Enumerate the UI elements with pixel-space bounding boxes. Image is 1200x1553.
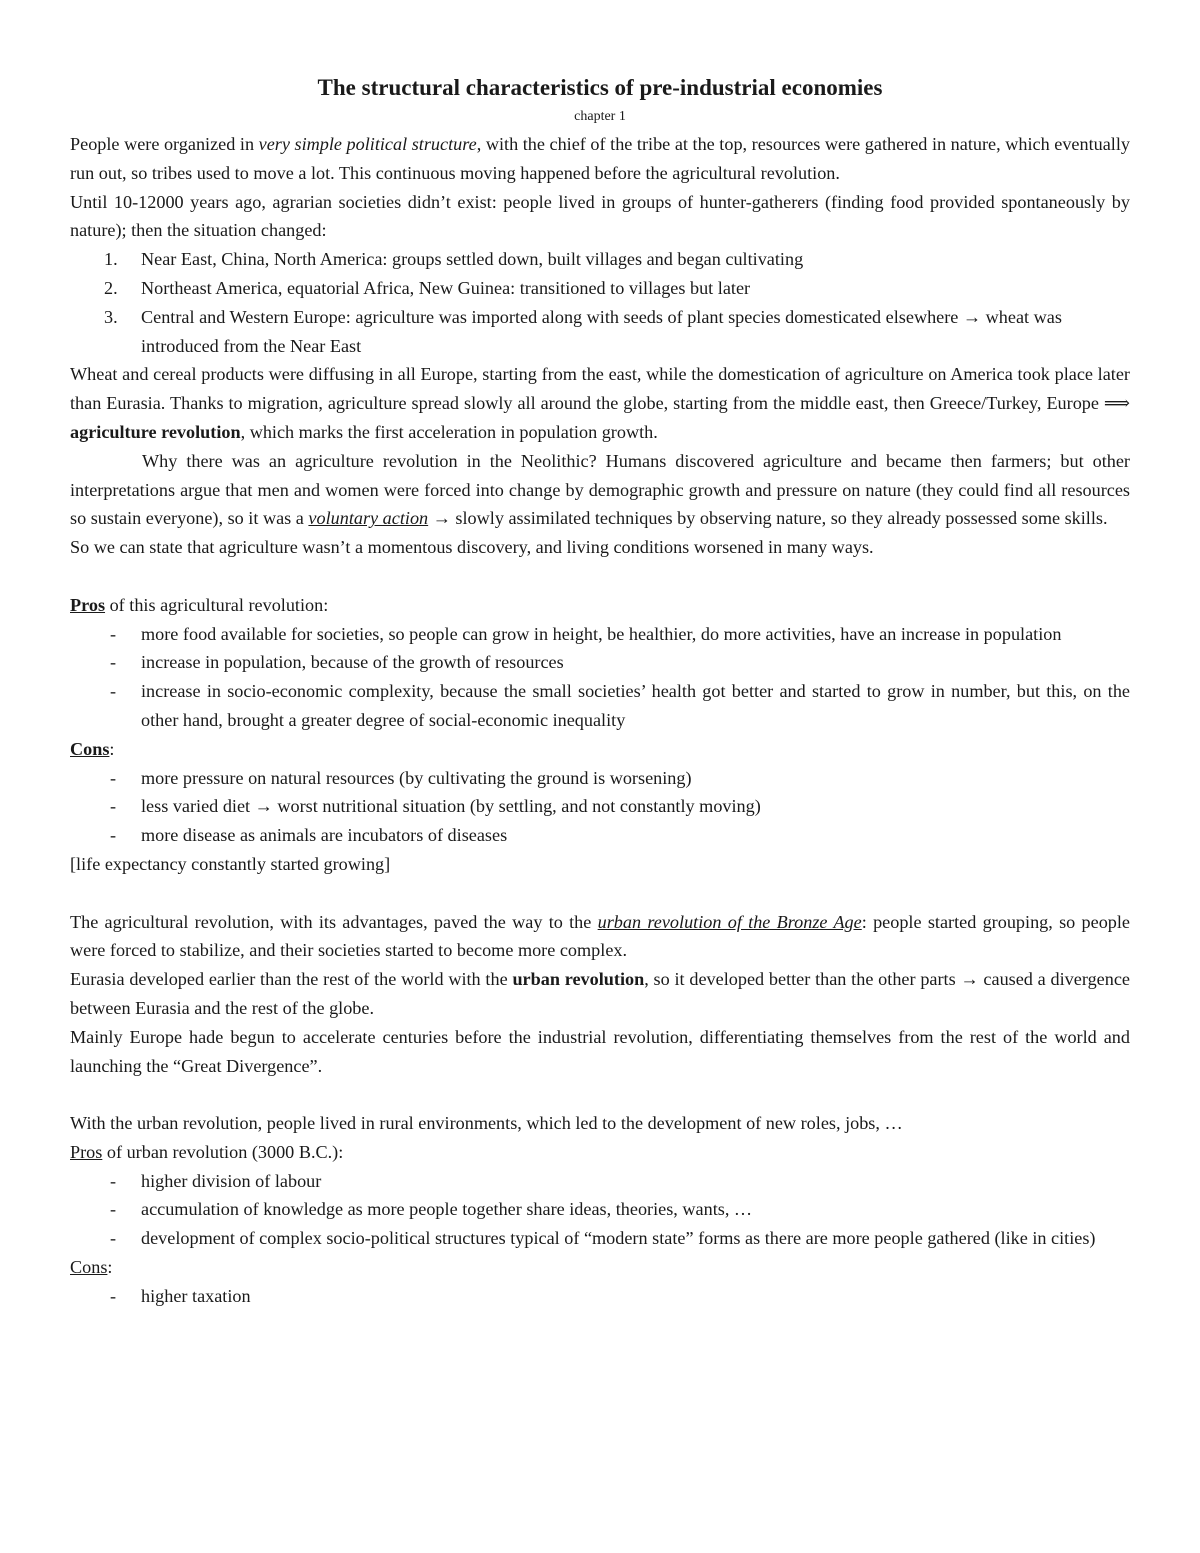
- list-item: 2. Northeast America, equatorial Africa, New Guinea: transitioned to villages but later: [104, 277, 751, 298]
- pros-urban-heading: Pros of urban revolution (3000 B.C.):: [70, 1141, 344, 1162]
- paragraph-urban-revolution: The agricultural revolution, with its advantages, paved the way to the urban revolution of the Bronze Age: people started grouping, so people were forced to stabilize, and their societies started to become more complex.: [70, 911, 1131, 961]
- blank-line: [70, 562, 1130, 591]
- chapter-subtitle: chapter 1: [574, 109, 626, 124]
- cons-heading: Cons:: [70, 738, 115, 759]
- paragraph-great-divergence: Mainly Europe hade begun to accelerate centuries before the industrial revolution, differentiating themselves from the rest of the world and launching the “Great Divergence”.: [70, 1026, 1130, 1076]
- pros-list-agricultural: [70, 620, 1130, 735]
- list-item: - accumulation of knowledge as more people together share ideas, theories, wants, …: [110, 1199, 753, 1220]
- cons-list-urban: [70, 1282, 1130, 1311]
- list-item: - increase in population, because of the growth of resources: [110, 652, 564, 673]
- pros-heading: Pros of this agricultural revolution:: [70, 594, 329, 615]
- pros-list-urban: [70, 1167, 1130, 1253]
- list-item: - more pressure on natural resources (by cultivating the ground is worsening): [110, 767, 692, 788]
- paragraph-new-roles: With the urban revolution, people lived in rural environments, which led to the development of new roles, jobs, …: [70, 1113, 903, 1134]
- document-title: The structural characteristics of pre-industrial economies: [317, 75, 883, 100]
- list-item: - more food available for societies, so people can grow in height, be healthier, do more activities, have an increase in population: [110, 623, 1062, 644]
- numbered-list-regions: [70, 245, 1130, 360]
- paragraph-wheat-diffusion: Wheat and cereal products were diffusing in all Europe, starting from the east, while the domestication of agriculture on America took place later than Eurasia. Thanks to migration, agriculture spread slowly all around the globe, starting from the middle east, then Greece/Turkey, Europe ⟹ agriculture revolution, which marks the first acceleration in population growth.: [70, 364, 1130, 442]
- paragraph-neolithic: Why there was an agriculture revolution in the Neolithic? Humans discovered agriculture and became then farmers; but other interpretations argue that men and women were forced into change by demographic growth and pressure on nature (they could find all resources so sustain everyone), so it was a voluntary action → slowly assimilated techniques by observing nature, so they already possessed some skills.: [70, 450, 1130, 529]
- emphasis-agriculture-revolution: agriculture revolution: [70, 421, 241, 442]
- cons-list-agricultural: [70, 764, 1130, 850]
- paragraph-momentous-discovery: So we can state that agriculture wasn’t a momentous discovery, and living conditions worsened in many ways.: [70, 537, 874, 558]
- list-item: - higher taxation: [110, 1285, 251, 1306]
- list-item: 1. Near East, China, North America: groups settled down, built villages and began cultivating: [104, 249, 804, 270]
- list-item: - less varied diet → worst nutritional situation (by settling, and not constantly moving): [110, 796, 761, 817]
- emphasis-bronze-age: urban revolution of the Bronze Age: [597, 911, 862, 932]
- list-item: - increase in socio-economic complexity, because the small societies’ health got better and started to grow in number, but this, on the other hand, brought a greater degree of social-economic inequality: [110, 681, 1130, 730]
- paragraph-agrarian-societies: Until 10-12000 years ago, agrarian societies didn’t exist: people lived in groups of hunter-gatherers (finding food provided spontaneously by nature); then the situation changed:: [70, 191, 1130, 241]
- list-item: 3. Central and Western Europe: agriculture was imported along with seeds of plant species domesticated elsewhere → wheat was introduced from the Near East: [104, 306, 1062, 356]
- blank-line: [70, 879, 1130, 908]
- emphasis-voluntary-action: voluntary action: [308, 508, 429, 529]
- emphasis-urban-revolution: urban revolution: [512, 969, 645, 990]
- list-item: - more disease as animals are incubators of diseases: [110, 825, 508, 846]
- life-expectancy-note: [life expectancy constantly started growing]: [70, 853, 391, 874]
- list-item: - higher division of labour: [110, 1170, 322, 1191]
- list-item: - development of complex socio-political structures typical of “modern state” forms as there are more people gathered (like in cities): [110, 1228, 1096, 1249]
- cons-urban-heading: Cons:: [70, 1257, 113, 1278]
- document-page: [70, 72, 1130, 1311]
- emphasis-simple-structure: very simple political structure: [258, 134, 477, 154]
- blank-line: [70, 1080, 1130, 1109]
- paragraph-eurasia: Eurasia developed earlier than the rest of the world with the urban revolution, so it developed better than the other parts → caused a divergence between Eurasia and the rest of the globe.: [70, 969, 1130, 1018]
- paragraph-political-structure: People were organized in very simple political structure, with the chief of the tribe at the top, resources were gathered in nature, which eventually run out, so tribes used to move a lot. This continuous moving happened before the agricultural revolution.: [70, 134, 1130, 183]
